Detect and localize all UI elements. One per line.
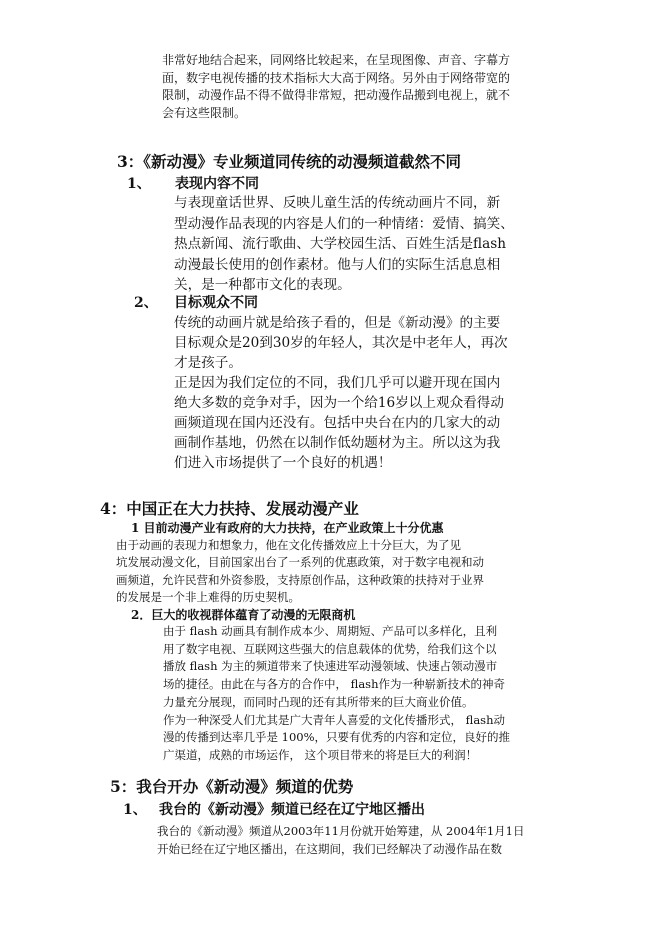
paragraph-line: 正是因为我们定位的不同，我们几乎可以避开现在国内 (174, 375, 501, 391)
subheading-title: 表现内容不同 (175, 176, 259, 192)
paragraph-line: 动漫最长使用的创作素材。他与人们的实际生活息息相 (174, 256, 501, 273)
paragraph-line: 的发展是一个非上难得的历史契机。 (116, 589, 300, 604)
paragraph-line: 开始已经在辽宁地区播出，在这期间，我们已经解决了动漫作品在数 (157, 842, 502, 856)
paragraph-line: 画制作基地，仍然在以制作低幼题材为主。所以这为我 (174, 435, 501, 451)
subheading-number: 2、 (134, 295, 158, 311)
paragraph-line: 用了数字电视、互联网这些强大的信息载体的优势，给我们这个以 (163, 641, 497, 656)
paragraph-line: 我台的《新动漫》频道从2003年11月份就开始筹建，从 2004年1月1日 (157, 824, 525, 838)
paragraph-line: 目标观众是20到30岁的年轻人，其次是中老年人，再次 (174, 335, 508, 351)
section-4-heading: 4：中国正在大力扶持、发展动漫产业 (100, 499, 359, 518)
paragraph-line: 坑发展动漫文化，目前国家出台了一系列的优惠政策，对于数字电视和动 (116, 555, 484, 570)
section-3-paragraph-2 (174, 313, 508, 473)
paragraph-line: 播放 flash 为主的频道带来了快速进军动漫领域、快速占领动漫市 (163, 659, 498, 674)
section-4-paragraph-2 (163, 623, 510, 765)
subheading-number: 1、 (123, 802, 147, 818)
paragraph-line: 画频道，允许民营和外资参股，支持原创作品，这种政策的扶持对于业界 (116, 572, 484, 587)
paragraph-line: 与表现童话世界、反映儿童生活的传统动画片不同，新 (174, 195, 501, 211)
paragraph-line: 力量充分展现，而同时凸现的还有其所带来的巨大商业价值。 (163, 694, 474, 709)
section-4-paragraph-1 (116, 537, 484, 606)
section-3-subheading-2 (134, 292, 258, 312)
section-5-subheading-1 (123, 799, 425, 819)
paragraph-line: 们进入市场提供了一个良好的机遇！ (174, 455, 392, 471)
paragraph-line: 限制，动漫作品不得不做得非常短，把动漫作品搬到电视上，就不 (162, 88, 511, 102)
subheading-title: 我台的《新动漫》频道已经在辽宁地区播出 (159, 802, 425, 818)
paragraph-line: 由于动画的表现力和想象力，他在文化传播效应上十分巨大，为了见 (116, 538, 461, 552)
paragraph-line: 会有这些限制。 (162, 105, 247, 120)
paragraph-line: 传统的动画片就是给孩子看的，但是《新动漫》的主要 (174, 315, 501, 331)
section-3-paragraph-1 (174, 193, 514, 296)
section-5-paragraph-1 (157, 822, 524, 858)
paragraph-line: 画频道现在国内还没有。包括中央台在内的几家大的动 (174, 415, 501, 431)
paragraph-line: 型动漫作品表现的内容是人们的一种情绪：爱情、搞笑、 (174, 215, 514, 232)
subheading-title: 目标观众不同 (174, 295, 258, 311)
paragraph-line: 绝大多数的竞争对手，因为一个给16岁以上观众看得动 (174, 395, 504, 411)
section-3-heading: 3：《新动漫》专业频道同传统的动漫频道截然不同 (117, 152, 462, 171)
section-4-subheading-1: 1 目前动漫产业有政府的大力扶持，在产业政策上十分优惠 (131, 521, 444, 535)
paragraph-line: 漫的传播到达率几乎是 100%，只要有优秀的内容和定位，良好的推 (163, 730, 511, 745)
paragraph-line: 场的捷径。由此在与各方的合作中， flash作为一种崭新技术的神奇 (163, 677, 505, 692)
intro-paragraph (162, 52, 510, 122)
paragraph-line: 关，是一种都市文化的表现。 (174, 277, 351, 294)
paragraph-line: 才是孩子。 (174, 355, 242, 371)
paragraph-line: 面，数字电视传播的技术指标大大高于网络。另外由于网络带宽的 (162, 70, 511, 85)
section-3-subheading-1 (127, 173, 259, 193)
paragraph-line: 非常好地结合起来，同网络比较起来，在呈现图像、声音、字幕方 (162, 53, 511, 67)
paragraph-line: 广渠道，成熟的市场运作， 这个项目带来的将是巨大的利润！ (163, 747, 478, 762)
paragraph-line: 由于 flash 动画具有制作成本少、周期短、产品可以多样化，且利 (163, 624, 498, 638)
subheading-number: 1、 (127, 176, 151, 192)
paragraph-line: 热点新闻、流行歌曲、大学校园生活、百姓生活是flash (174, 236, 506, 253)
section-5-heading: 5：我台开办《新动漫》频道的优势 (110, 777, 354, 796)
section-4-subheading-2: 2．巨大的收视群体蕴育了动漫的无限商机 (131, 608, 356, 622)
paragraph-line: 作为一种深受人们尤其是广大青年人喜爱的文化传播形式， flash动 (163, 712, 505, 727)
